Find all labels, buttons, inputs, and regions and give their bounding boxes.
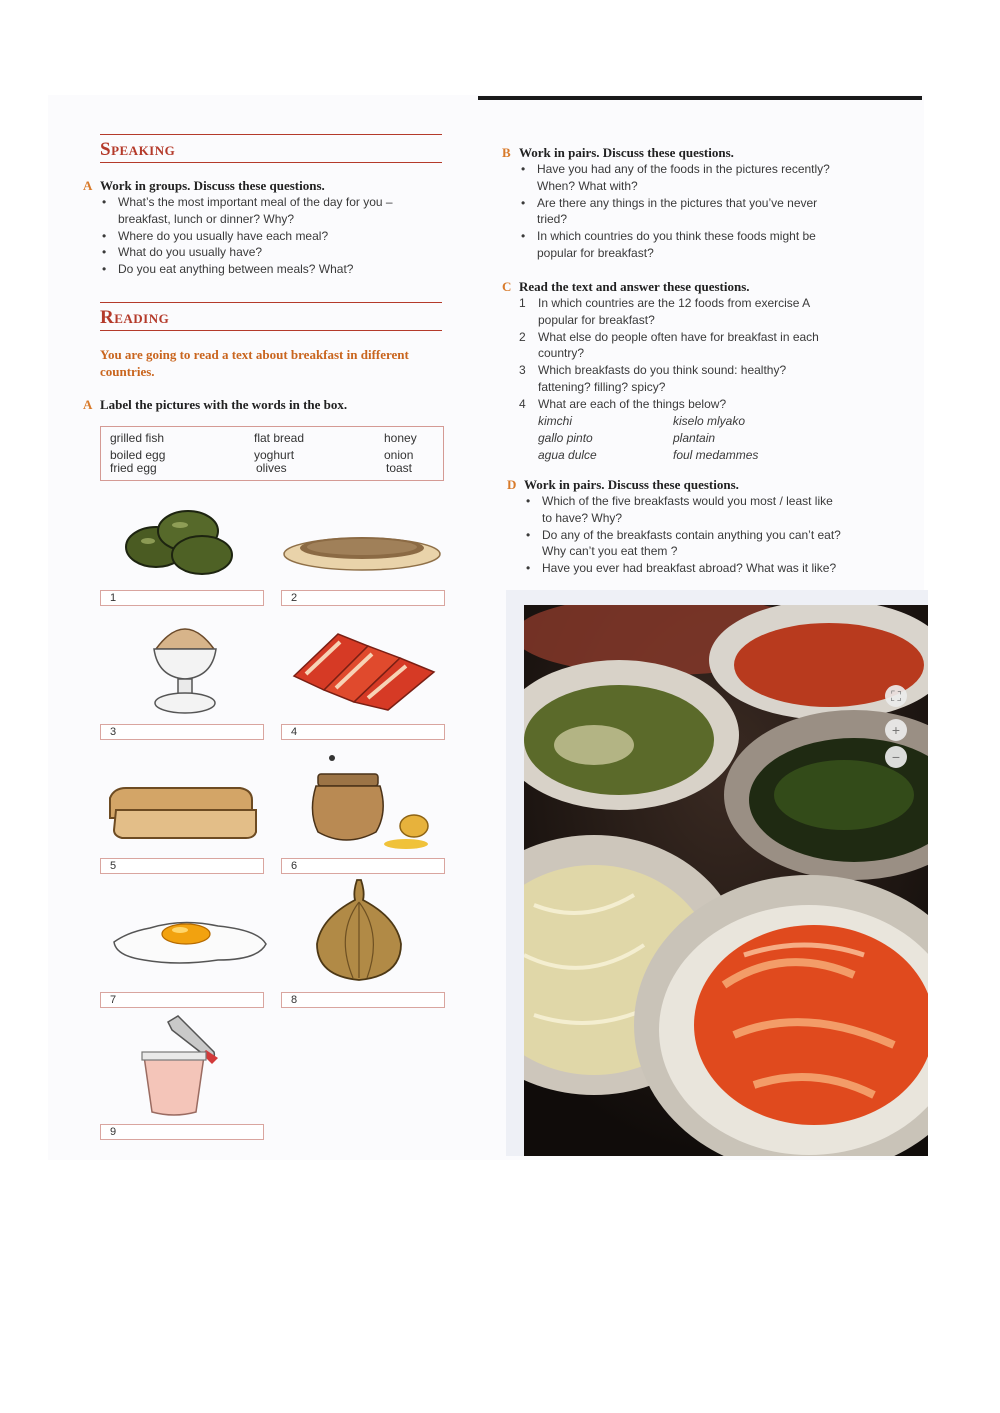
list-item: • Do any of the breakfasts contain anything you can’t eat? Why can’t you eat them ? [524, 527, 904, 561]
exercise-d-questions [524, 493, 904, 577]
list-item: • What do you usually have? [100, 244, 450, 261]
word: toast [386, 461, 413, 475]
list-item: 1 In which countries are the 12 foods from exercise A popular for breakfast? [519, 296, 811, 327]
list-item: • Are there any things in the pictures that you’ve never tried? [519, 195, 899, 229]
term: kimchi [538, 414, 573, 428]
reading-intro: You are going to read a text about breakfast in different countries. [100, 347, 409, 379]
exercise-d-letter: D [507, 477, 517, 492]
term: plantain [673, 430, 716, 445]
term: kiselo mlyako [673, 414, 746, 428]
fit-view-icon[interactable]: ⛶ [885, 685, 907, 707]
list-item: • What’s the most important meal of the day for you – breakfast, lunch or dinner? Why? [100, 194, 450, 228]
term: agua dulce [538, 447, 597, 462]
list-item: • Have you ever had breakfast abroad? What was it like? [524, 560, 904, 577]
word: grilled fish [110, 431, 165, 445]
term: foul medammes [673, 447, 759, 462]
label-box-4[interactable]: 4 [281, 724, 445, 740]
label-box-3[interactable]: 3 [100, 724, 264, 740]
reading-title: Reading [100, 307, 170, 328]
word: fried egg [110, 461, 157, 475]
onion-picture [313, 878, 405, 984]
yoghurt-picture [138, 1014, 220, 1118]
word: onion [384, 448, 414, 462]
exercise-c-letter: C [502, 279, 512, 294]
label-box-7[interactable]: 7 [100, 992, 264, 1008]
kimchi-photo [524, 605, 928, 1156]
exercise-d-heading: Work in pairs. Discuss these questions. [524, 477, 739, 492]
list-item: • In which countries do you think these foods might be popular for breakfast? [519, 228, 899, 262]
speaking-a-heading: Work in groups. Discuss these questions. [100, 178, 325, 193]
word-box [100, 426, 444, 481]
exercise-b-letter: B [502, 145, 511, 160]
fried-egg-picture [108, 914, 272, 966]
list-item: 4 What are each of the things below? [519, 396, 727, 411]
word: yoghurt [254, 448, 295, 462]
grilled-fish-picture [288, 628, 440, 712]
exercise-b-heading: Work in pairs. Discuss these questions. [519, 145, 734, 160]
word: flat bread [254, 431, 305, 445]
speaking-title: Speaking [100, 139, 176, 160]
reading-a-heading: Label the pictures with the words in the box. [100, 397, 348, 412]
term: gallo pinto [538, 430, 593, 445]
list-item: • Where do you usually have each meal? [100, 228, 450, 245]
word: boiled egg [110, 448, 166, 462]
speaking-a-questions [100, 194, 450, 278]
zoom-in-icon[interactable]: + [885, 719, 907, 741]
exercise-c-terms [538, 413, 808, 463]
speaking-a-letter: A [83, 178, 93, 193]
label-box-9[interactable]: 9 [100, 1124, 264, 1140]
label-box-1[interactable]: 1 [100, 590, 264, 606]
speaking-bottom-rule [100, 162, 442, 163]
label-box-6[interactable]: 6 [281, 858, 445, 874]
list-item: • Have you had any of the foods in the pictures recently? When? What with? [519, 161, 899, 195]
label-box-8[interactable]: 8 [281, 992, 445, 1008]
word: honey [384, 431, 417, 445]
toast-picture [106, 784, 258, 840]
boiled-egg-picture [142, 615, 228, 717]
top-rule [478, 96, 922, 100]
exercise-c-heading: Read the text and answer these questions. [519, 279, 750, 294]
list-item: • Do you eat anything between meals? What? [100, 261, 450, 278]
speaking-top-rule [100, 134, 442, 135]
reading-bottom-rule [100, 330, 442, 331]
honey-picture [306, 752, 432, 850]
exercise-b-questions [519, 161, 899, 262]
reading-a-letter: A [83, 397, 93, 412]
olives-picture [118, 505, 238, 577]
list-item: 3 Which breakfasts do you think sound: healthy? fattening? filling? spicy? [519, 363, 787, 394]
flat-bread-picture [282, 528, 442, 572]
label-box-2[interactable]: 2 [281, 590, 445, 606]
exercise-c-questions [519, 295, 899, 413]
kimchi-photo-illustration [524, 605, 928, 1156]
list-item: 2 What else do people often have for breakfast in each country? [519, 329, 819, 361]
label-box-5[interactable]: 5 [100, 858, 264, 874]
reading-top-rule [100, 302, 442, 303]
list-item: • Which of the five breakfasts would you most / least like to have? Why? [524, 493, 904, 527]
word: olives [256, 461, 287, 475]
zoom-out-icon[interactable]: − [885, 746, 907, 768]
